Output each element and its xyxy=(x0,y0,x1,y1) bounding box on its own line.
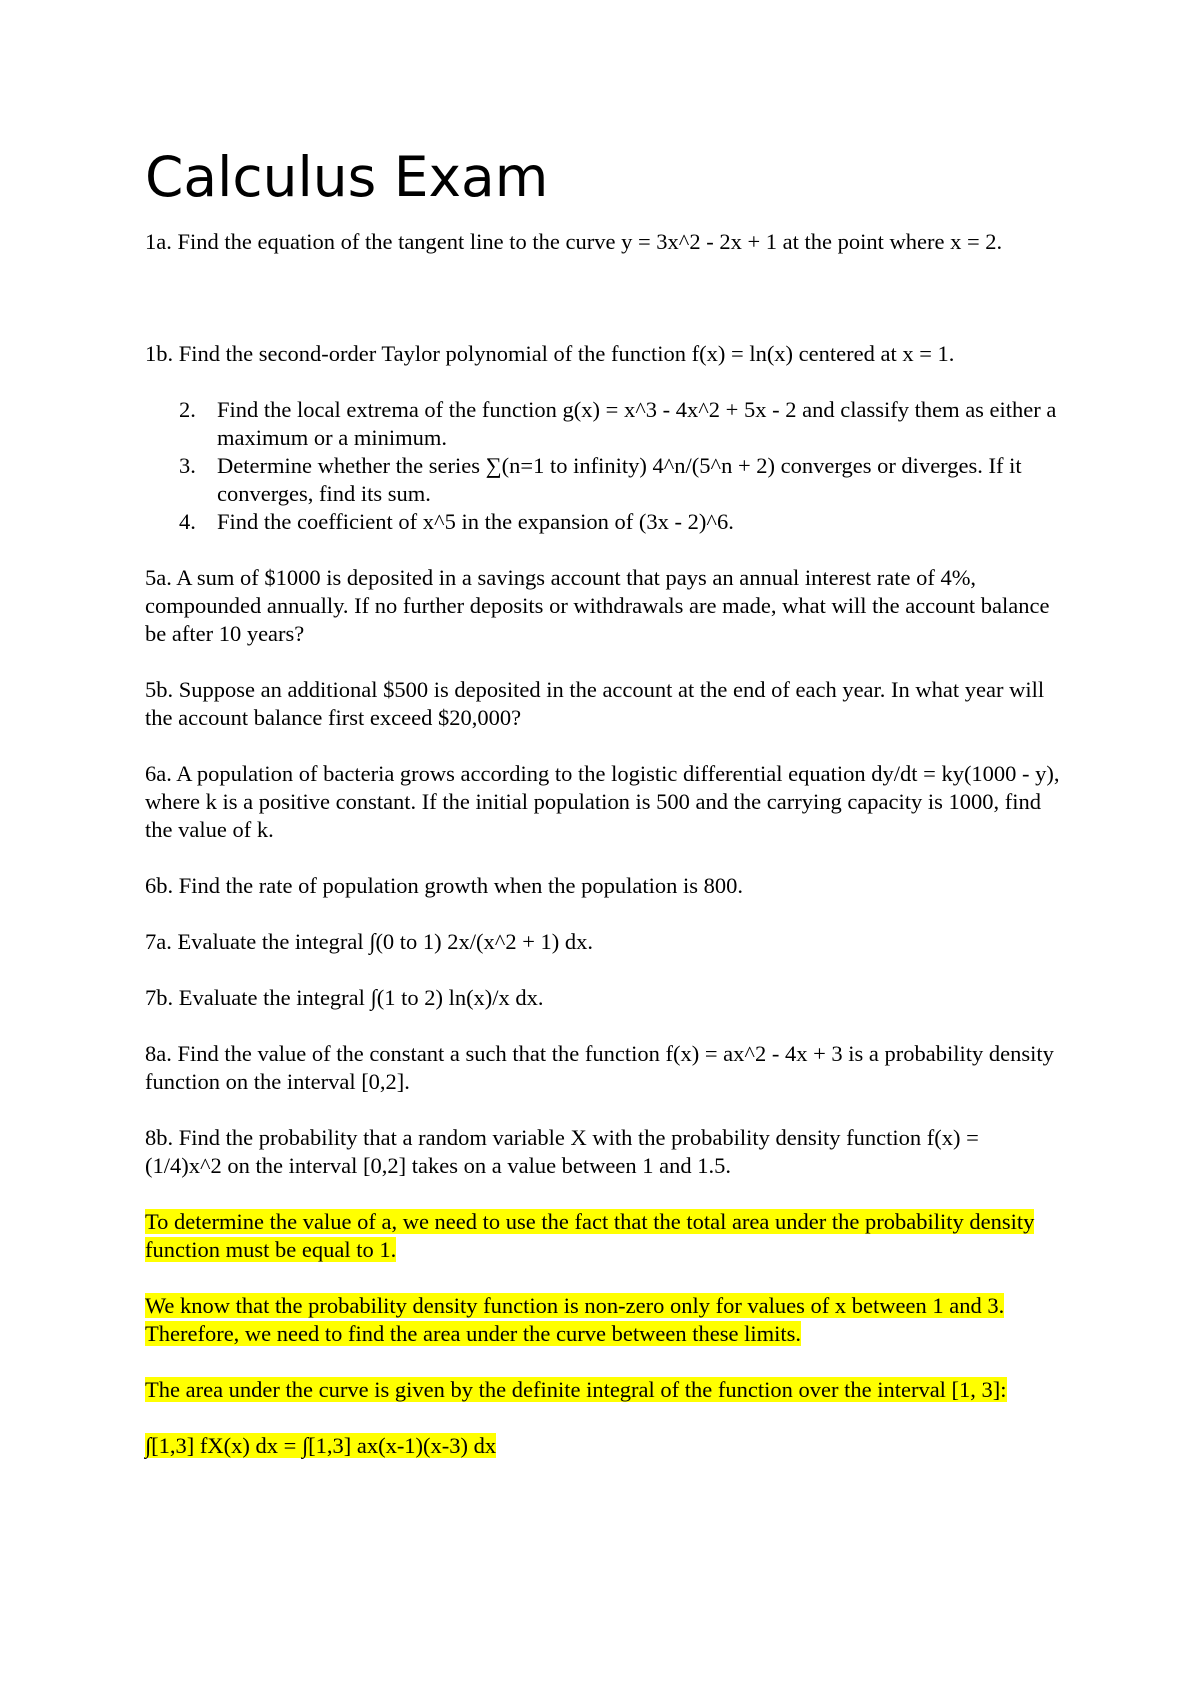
question-5a: 5a. A sum of $1000 is deposited in a savings account that pays an annual interest rate of 4%, compounded annually. If no further deposits or withdrawals are made, what will the account balance be after 10 years? xyxy=(145,565,1050,646)
answer-paragraph-3 xyxy=(145,1376,1060,1404)
list-item-text: Determine whether the series ∑(n=1 to infinity) 4^n/(5^n + 2) converges or diverges. If it converges, find its sum. xyxy=(217,453,1022,506)
list-item xyxy=(179,452,1060,508)
question-8a: 8a. Find the value of the constant a such that the function f(x) = ax^2 - 4x + 3 is a probability density function on the interval [0,2]. xyxy=(145,1041,1054,1094)
list-item-number: 2. xyxy=(179,397,196,422)
list-item-number: 3. xyxy=(179,453,196,478)
question-6a: 6a. A population of bacteria grows according to the logistic differential equation dy/dt = ky(1000 - y), where k is a positive constant. If the initial population is 500 and the carrying capacity is 1000, find the value of k. xyxy=(145,761,1060,842)
question-6b: 6b. Find the rate of population growth when the population is 800. xyxy=(145,873,744,898)
answer-integral-equation xyxy=(145,1432,1060,1460)
numbered-question-list xyxy=(145,396,1060,536)
answer-paragraph-1 xyxy=(145,1208,1060,1264)
question-8b: 8b. Find the probability that a random variable X with the probability density function f(x) = (1/4)x^2 on the interval [0,2] takes on a value between 1 and 1.5. xyxy=(145,1125,979,1178)
document-body xyxy=(145,136,1060,1460)
list-item xyxy=(179,396,1060,452)
question-7a: 7a. Evaluate the integral ∫(0 to 1) 2x/(x^2 + 1) dx. xyxy=(145,929,594,954)
question-1b: 1b. Find the second-order Taylor polynomial of the function f(x) = ln(x) centered at x = 1. xyxy=(145,341,955,366)
question-5b: 5b. Suppose an additional $500 is deposited in the account at the end of each year. In what year will the account balance first exceed $20,000? xyxy=(145,677,1045,730)
highlighted-text: To determine the value of a, we need to use the fact that the total area under the probability density function must be equal to 1. xyxy=(145,1209,1035,1262)
highlighted-text: ∫[1,3] fX(x) dx = ∫[1,3] ax(x-1)(x-3) dx xyxy=(145,1433,497,1458)
list-item-number: 4. xyxy=(179,509,196,534)
highlighted-text: The area under the curve is given by the definite integral of the function over the interval [1, 3]: xyxy=(145,1377,1007,1402)
question-1a: 1a. Find the equation of the tangent line to the curve y = 3x^2 - 2x + 1 at the point where x = 2. xyxy=(145,229,1003,254)
question-7b: 7b. Evaluate the integral ∫(1 to 2) ln(x)/x dx. xyxy=(145,985,544,1010)
answer-paragraph-2 xyxy=(145,1292,1060,1348)
highlighted-text: We know that the probability density function is non-zero only for values of x between 1 and 3. Therefore, we need to find the area under the curve between these limits. xyxy=(145,1293,1005,1346)
list-item-text: Find the coefficient of x^5 in the expansion of (3x - 2)^6. xyxy=(217,509,734,534)
list-item-text: Find the local extrema of the function g(x) = x^3 - 4x^2 + 5x - 2 and classify them as either a maximum or a minimum. xyxy=(217,397,1057,450)
list-item xyxy=(179,508,1060,536)
document-title: Calculus Exam xyxy=(145,145,549,209)
